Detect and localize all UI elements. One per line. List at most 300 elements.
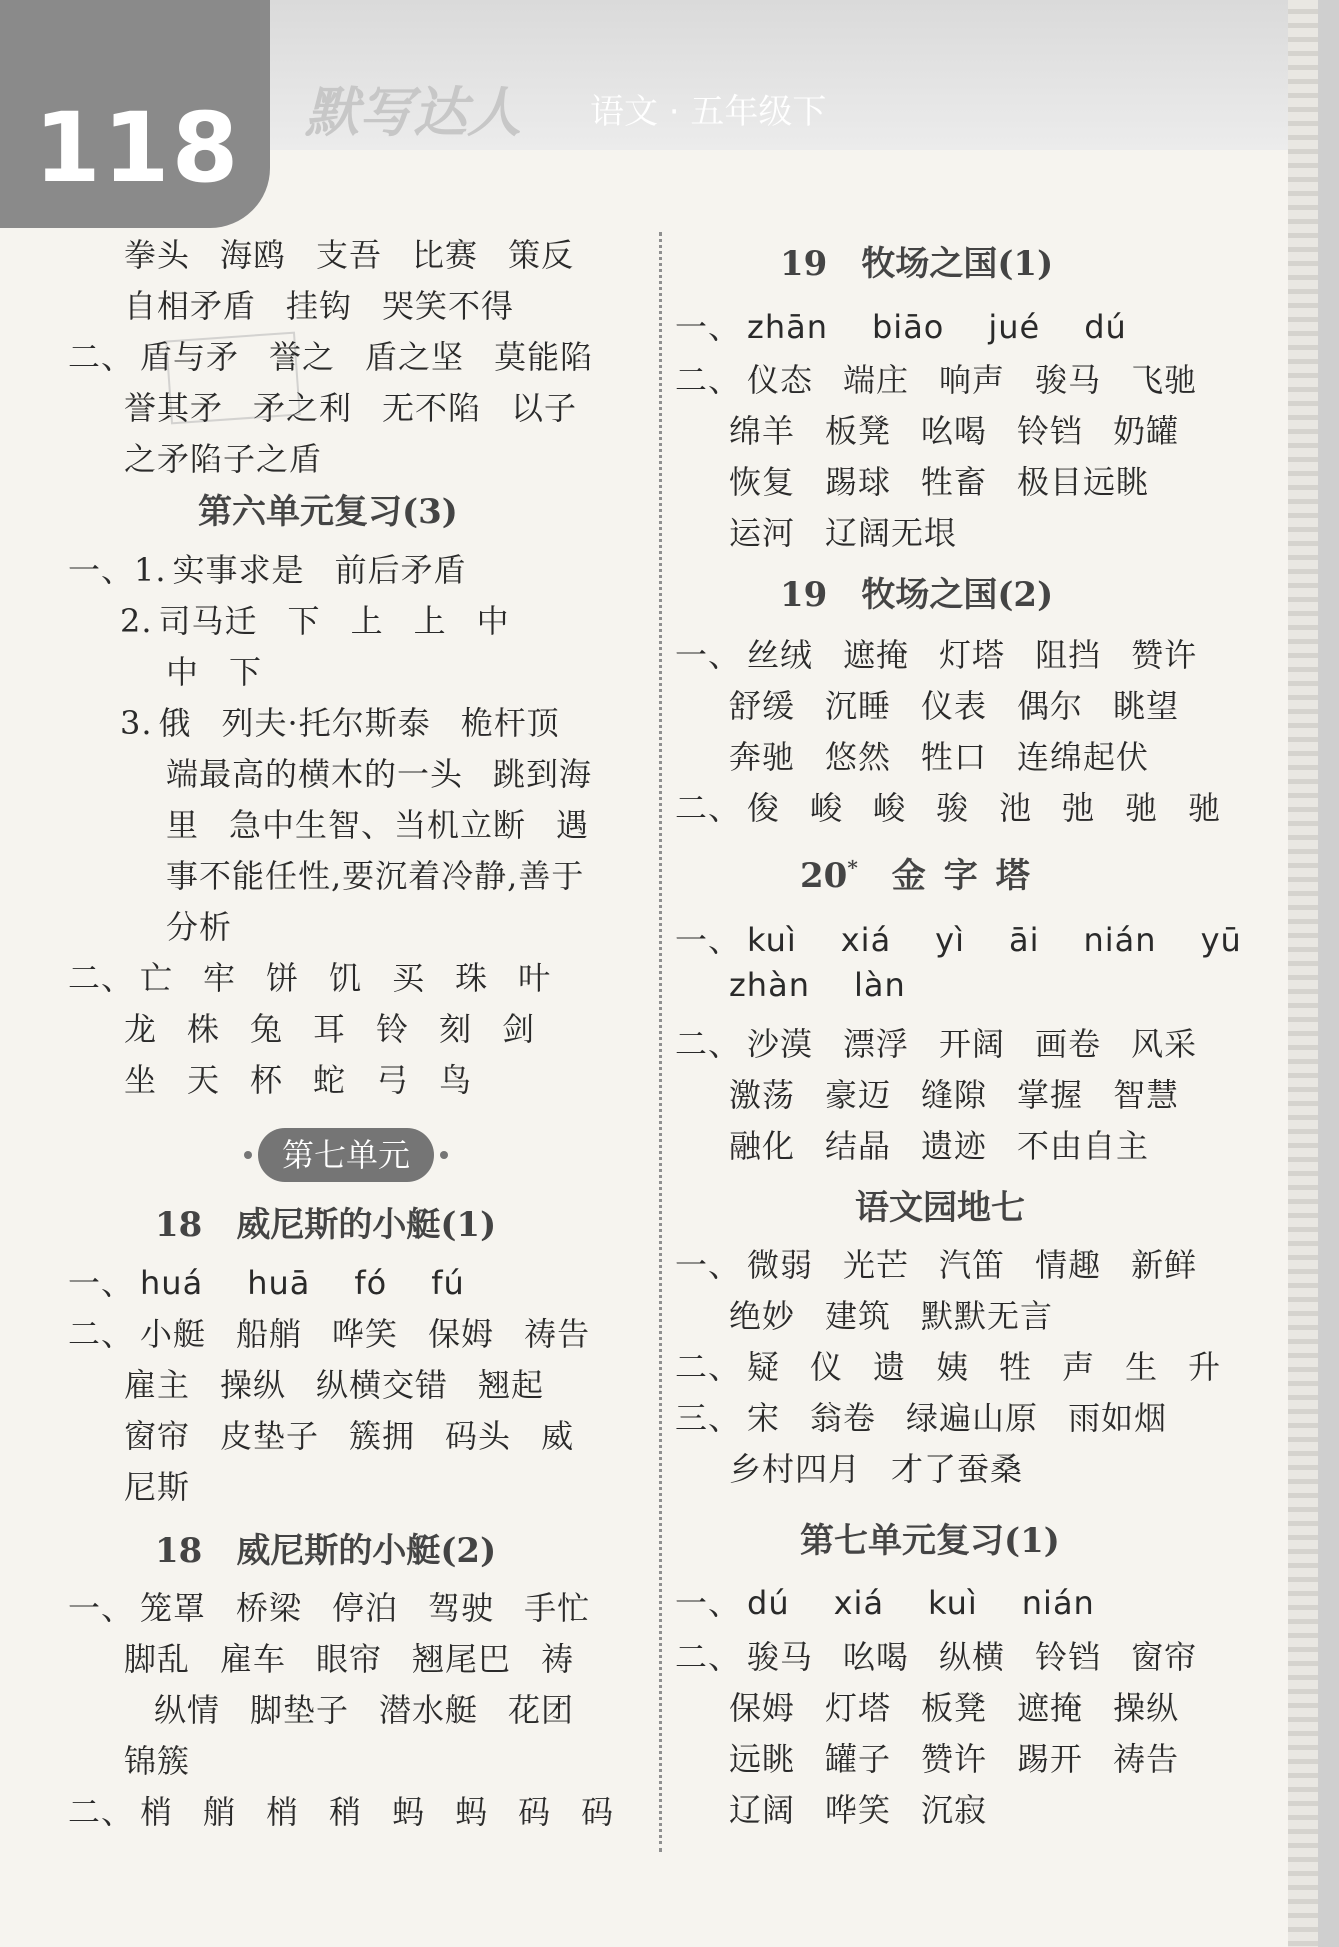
answer-line [675,355,1227,401]
answer-item: 哭笑不得 [382,287,515,325]
section-heading [800,1513,1060,1562]
answer-item: 船艄 [236,1315,303,1353]
answer-item: 买 [392,959,426,997]
answer-line [68,1787,644,1833]
answer-item: yì [935,921,965,959]
answer-item: 端庄 [843,361,910,399]
answer-item: 峻 [810,789,844,827]
answer-line [154,1685,604,1731]
answer-item: 蚂 [455,1793,489,1831]
answer-item: 融化 [729,1127,796,1165]
answer-item: 中 [166,653,200,691]
answer-item: 运河 [729,514,796,552]
lesson-number: 19 [780,244,828,284]
item-label: 一、 [675,636,742,674]
answer-item: 辽阔无垠 [825,514,958,552]
pinyin-line [68,1258,509,1304]
brand-logo: 默写达人 [305,80,521,144]
answer-line [729,732,1179,778]
section-heading [800,848,1048,897]
answer-item: 牲 [999,1348,1033,1386]
answer-item: 池 [999,789,1033,827]
star-mark: * [847,855,858,880]
answer-item: 窗帘 [1131,1638,1198,1676]
answer-item: 骏 [936,789,970,827]
section-heading [155,1523,496,1572]
answer-item: 兔 [250,1010,284,1048]
answer-item: 铃铛 [1035,1638,1102,1676]
answer-item: kuì [928,1584,978,1622]
answer-item: 操纵 [1113,1689,1180,1727]
answer-line [729,1121,1179,1167]
answer-line [675,783,1251,829]
answer-item: 辽阔 [729,1791,796,1829]
answer-item: fó [354,1264,388,1302]
answer-item: 灯塔 [939,636,1006,674]
item-label: 一、 [675,308,742,346]
answer-line [68,332,623,378]
answer-line [124,1634,604,1680]
torn-edge [1288,0,1318,1947]
answer-item: 无不陷 [382,389,482,427]
answer-line [675,1240,1227,1286]
answer-item: 建筑 [825,1297,892,1335]
item-label: 二、 [68,1315,135,1353]
answer-item: xiá [840,921,892,959]
answer-item: 悠然 [825,738,892,776]
answer-item: 铃 [376,1010,410,1048]
answer-item: 祷 [541,1640,575,1678]
lesson-title: 金字塔 [891,856,1048,896]
answer-item: 桅杆顶 [460,704,560,742]
answer-item: 弓 [376,1061,410,1099]
answer-item: 雇车 [220,1640,287,1678]
answer-item: 铃铛 [1017,412,1084,450]
answer-item: 列夫·托尔斯泰 [221,704,431,742]
answer-item: biāo [871,308,945,346]
answer-item: yū [1200,921,1242,959]
answer-item: 姨 [936,1348,970,1386]
answer-item: 饼 [266,959,300,997]
answer-line [68,953,581,999]
answer-item: 自相矛盾 [124,287,257,325]
answer-item: 漂浮 [843,1025,910,1063]
answer-item: 响声 [939,361,1006,399]
answer-item: 以子 [511,389,578,427]
answer-item: 偶尔 [1017,687,1084,725]
answer-item: 分析 [166,908,233,946]
answer-line [675,1342,1251,1388]
item-label: 一、 [675,1246,742,1284]
answer-line [124,383,607,429]
answer-line [124,1462,220,1508]
answer-item: 耳 [313,1010,347,1048]
lesson-title: 牧场之国(2) [861,575,1054,615]
answer-item: 株 [187,1010,221,1048]
answer-line [124,434,352,480]
answer-item: 剑 [502,1010,536,1048]
answer-item: 板凳 [921,1689,988,1727]
answer-item: làn [853,966,906,1004]
answer-item: 阻挡 [1035,636,1102,674]
answer-item: 赞许 [921,1740,988,1778]
answer-item: 策反 [508,236,575,274]
item-label: 二、 [68,959,135,997]
item-label: 二、 [675,789,742,827]
answer-item: 上 [350,602,384,640]
lesson-number: 18 [155,1531,203,1571]
answer-item: 翁卷 [810,1399,877,1437]
answer-item: 微弱 [747,1246,814,1284]
answer-item: xiá [833,1584,885,1622]
answer-item: 峻 [873,789,907,827]
answer-item: 极目远眺 [1017,463,1150,501]
answer-item: 鸟 [439,1061,473,1099]
answer-item: 仪表 [921,687,988,725]
answer-item: 情趣 [1035,1246,1102,1284]
answer-item: huá [140,1264,204,1302]
answer-item: 踢球 [825,463,892,501]
answer-item: 仪态 [747,361,814,399]
answer-item: 矛之利 [253,389,353,427]
answer-line [729,457,1179,503]
pinyin-line [675,1578,1139,1624]
answer-item: 遗迹 [921,1127,988,1165]
answer-item: 杯 [250,1061,284,1099]
answer-item: 皮垫子 [220,1417,320,1455]
pinyin-line [675,915,1286,961]
answer-item: 罐子 [825,1740,892,1778]
answer-item: 坐 [124,1061,158,1099]
answer-line [124,1004,565,1050]
answer-item: 亡 [140,959,174,997]
answer-item: 叶 [518,959,552,997]
lesson-number: 20* [800,855,858,896]
answer-line [729,1291,1083,1337]
section-heading [155,1197,496,1246]
answer-item: 跳到海 [493,755,593,793]
answer-item: 停泊 [332,1589,399,1627]
item-label: 一、 [68,1589,135,1627]
answer-item: dú [747,1584,790,1622]
lesson-title: 语文园地七 [855,1188,1025,1228]
answer-item: 绿遍山原 [906,1399,1039,1437]
answer-line [675,1019,1227,1065]
answer-item: 雇主 [124,1366,191,1404]
answer-line [675,1632,1227,1678]
answer-item: 码 [581,1793,615,1831]
answer-item: 仪 [810,1348,844,1386]
answer-item: 光芒 [843,1246,910,1284]
answer-item: 新鲜 [1131,1246,1198,1284]
answer-item: 脚垫子 [250,1691,350,1729]
answer-item: 比赛 [412,236,479,274]
answer-line [166,749,622,795]
answer-item: 奔驰 [729,738,796,776]
answer-item: 驰 [1188,789,1222,827]
answer-item: 祷告 [524,1315,591,1353]
section-heading [780,236,1053,285]
answer-item: 才了蚕桑 [891,1450,1024,1488]
answer-line [120,596,540,642]
answer-item: 桥梁 [236,1589,303,1627]
item-label: 一、1. [68,551,167,589]
answer-item: 宋 [747,1399,781,1437]
answer-item: 默默无言 [921,1297,1054,1335]
answer-item: 下 [287,602,321,640]
answer-item: 缝隙 [921,1076,988,1114]
answer-item: 梢 [140,1793,174,1831]
answer-item: 画卷 [1035,1025,1102,1063]
answer-line [166,800,619,846]
answer-item: 驰 [1125,789,1159,827]
answer-item: 保姆 [729,1689,796,1727]
answer-line [166,647,292,693]
answer-item: 牲畜 [921,463,988,501]
page-number: 118 [34,92,241,204]
answer-item: 俄 [158,704,192,742]
answer-item: 丝绒 [747,636,814,674]
answer-item: 实事求是 [172,551,305,589]
answer-item: 遮掩 [843,636,910,674]
answer-item: 沙漠 [747,1025,814,1063]
lesson-title: 威尼斯的小艇(1) [236,1205,497,1245]
section-heading [198,484,458,533]
answer-item: 遇 [556,806,590,844]
answer-item: 绵羊 [729,412,796,450]
column-divider [659,232,662,1852]
answer-item: 赞许 [1131,636,1198,674]
answer-item: 挂钩 [286,287,353,325]
answer-item: 手忙 [524,1589,591,1627]
item-label: 一、 [68,1264,135,1302]
item-label: 三、 [675,1399,742,1437]
answer-item: 雨如烟 [1068,1399,1168,1437]
answer-item: 结晶 [825,1127,892,1165]
answer-item: 风采 [1131,1025,1198,1063]
item-label: 二、 [675,1638,742,1676]
answer-item: 开阔 [939,1025,1006,1063]
lesson-number: 19 [780,575,828,615]
answer-line [729,1683,1209,1729]
answer-item: kuì [747,921,797,959]
answer-item: 窗帘 [124,1417,191,1455]
answer-item: 哗笑 [332,1315,399,1353]
section-heading [855,1180,1025,1229]
answer-line [124,1411,604,1457]
answer-item: 牢 [203,959,237,997]
answer-item: 纵情 [154,1691,221,1729]
answer-item: 珠 [455,959,489,997]
answer-item: 急中生智、当机立断 [229,806,527,844]
answer-item: 尼斯 [124,1468,191,1506]
answer-line [124,1360,574,1406]
lesson-number: 18 [155,1205,203,1245]
answer-line [166,851,614,897]
item-label: 二、 [675,1348,742,1386]
answer-item: zhān [747,308,828,346]
answer-item: 码头 [445,1417,512,1455]
answer-item: 远眺 [729,1740,796,1778]
lesson-title: 第六单元复习(3) [198,492,458,532]
answer-item: 连绵起伏 [1017,738,1150,776]
answer-item: 舒缓 [729,687,796,725]
answer-item: 不由自主 [1017,1127,1150,1165]
answer-item: 支吾 [316,236,383,274]
answer-item: 恢复 [729,463,796,501]
answer-item: 莫能陷 [494,338,594,376]
answer-item: 纵横交错 [316,1366,449,1404]
answer-item: nián [1021,1584,1095,1622]
answer-item: 前后矛盾 [334,551,467,589]
answer-item: 灯塔 [825,1689,892,1727]
answer-item: 刻 [439,1010,473,1048]
answer-item: huā [247,1264,311,1302]
answer-item: 祷告 [1113,1740,1180,1778]
answer-item: 吆喝 [843,1638,910,1676]
subject-label: 语文 · 五年级下 [590,92,827,132]
answer-item: 掌握 [1017,1076,1084,1114]
answer-line [124,1736,220,1782]
answer-line [729,406,1209,452]
answer-item: nián [1083,921,1157,959]
pinyin-line [729,966,950,1004]
answer-item: 哗笑 [825,1791,892,1829]
answer-line [729,1070,1209,1116]
answer-item: 誉之 [269,338,336,376]
answer-line [124,1055,502,1101]
answer-item: 海鸥 [220,236,287,274]
answer-item: fú [431,1264,465,1302]
answer-item: 翘尾巴 [412,1640,512,1678]
answer-item: 笼罩 [140,1589,207,1627]
item-label: 二、 [68,338,135,376]
answer-item: 端最高的横木的一头 [166,755,464,793]
answer-item: 中 [476,602,510,640]
answer-item: 骏马 [1035,361,1102,399]
answer-item: 之矛陷子之盾 [124,440,323,478]
answer-item: zhàn [729,966,810,1004]
answer-item: 飞驰 [1131,361,1198,399]
answer-item: 花团 [508,1691,575,1729]
answer-item: 司马迁 [158,602,258,640]
answer-item: 盾之坚 [365,338,465,376]
answer-item: 梢 [266,1793,300,1831]
answer-item: 弛 [1062,789,1096,827]
answer-item: 下 [229,653,263,691]
answer-line [675,630,1227,676]
answer-item: 驾驶 [428,1589,495,1627]
answer-item: 簇拥 [349,1417,416,1455]
answer-item: 沉寂 [921,1791,988,1829]
answer-line [68,545,497,591]
answer-item: 潜水艇 [379,1691,479,1729]
answer-line [68,1583,620,1629]
answer-item: 吆喝 [921,412,988,450]
answer-item: 盾与矛 [140,338,240,376]
answer-item: 稍 [329,1793,363,1831]
answer-item: 遗 [873,1348,907,1386]
unit-seven-pill: 第七单元 [258,1128,434,1182]
answer-item: 艄 [203,1793,237,1831]
answer-item: 板凳 [825,412,892,450]
answer-line [729,1785,1017,1831]
answer-line [124,281,544,327]
answer-item: 俊 [747,789,781,827]
answer-item: 保姆 [428,1315,495,1353]
answer-item: 奶罐 [1113,412,1180,450]
item-label: 一、 [675,1584,742,1622]
answer-item: 遮掩 [1017,1689,1084,1727]
answer-line [124,230,604,276]
answer-item: 翘起 [478,1366,545,1404]
answer-item: āi [1009,921,1040,959]
answer-item: 小艇 [140,1315,207,1353]
answer-item: 锦簇 [124,1742,191,1780]
answer-item: 上 [413,602,447,640]
answer-item: 升 [1188,1348,1222,1386]
item-label: 二、 [68,1793,135,1831]
lesson-title: 牧场之国(1) [861,244,1054,284]
answer-line [729,508,987,554]
answer-item: 踢开 [1017,1740,1084,1778]
answer-item: 生 [1125,1348,1159,1386]
answer-item: 事不能任性,要沉着冷静,善于 [166,857,585,895]
section-heading [780,567,1053,616]
item-label: 二、 [675,361,742,399]
answer-item: 绝妙 [729,1297,796,1335]
answer-item: 汽笛 [939,1246,1006,1284]
item-label: 2. [120,602,153,640]
answer-item: 威 [541,1417,575,1455]
answer-item: 智慧 [1113,1076,1180,1114]
answer-item: 脚乱 [124,1640,191,1678]
answer-line [120,698,590,744]
item-label: 一、 [675,921,742,959]
lesson-title: 威尼斯的小艇(2) [236,1531,497,1571]
answer-item: dú [1084,308,1127,346]
answer-item: 激荡 [729,1076,796,1114]
answer-item: 疑 [747,1348,781,1386]
answer-item: jué [988,308,1041,346]
answer-item: 眼帘 [316,1640,383,1678]
answer-item: 誉其矛 [124,389,224,427]
pinyin-line [675,302,1171,348]
answer-line [729,1734,1209,1780]
answer-item: 声 [1062,1348,1096,1386]
answer-item: 蚂 [392,1793,426,1831]
answer-item: 码 [518,1793,552,1831]
item-label: 3. [120,704,153,742]
answer-item: 豪迈 [825,1076,892,1114]
answer-item: 纵横 [939,1638,1006,1676]
answer-line [68,1309,620,1355]
answer-line [729,1444,1053,1490]
answer-item: 拳头 [124,236,191,274]
answer-item: 操纵 [220,1366,287,1404]
answer-item: 里 [166,806,200,844]
answer-item: 天 [187,1061,221,1099]
answer-item: 饥 [329,959,363,997]
answer-item: 蛇 [313,1061,347,1099]
answer-item: 沉睡 [825,687,892,725]
answer-item: 骏马 [747,1638,814,1676]
answer-line [675,1393,1197,1439]
answer-item: 龙 [124,1010,158,1048]
item-label: 二、 [675,1025,742,1063]
answer-item: 牲口 [921,738,988,776]
answer-item: 乡村四月 [729,1450,862,1488]
